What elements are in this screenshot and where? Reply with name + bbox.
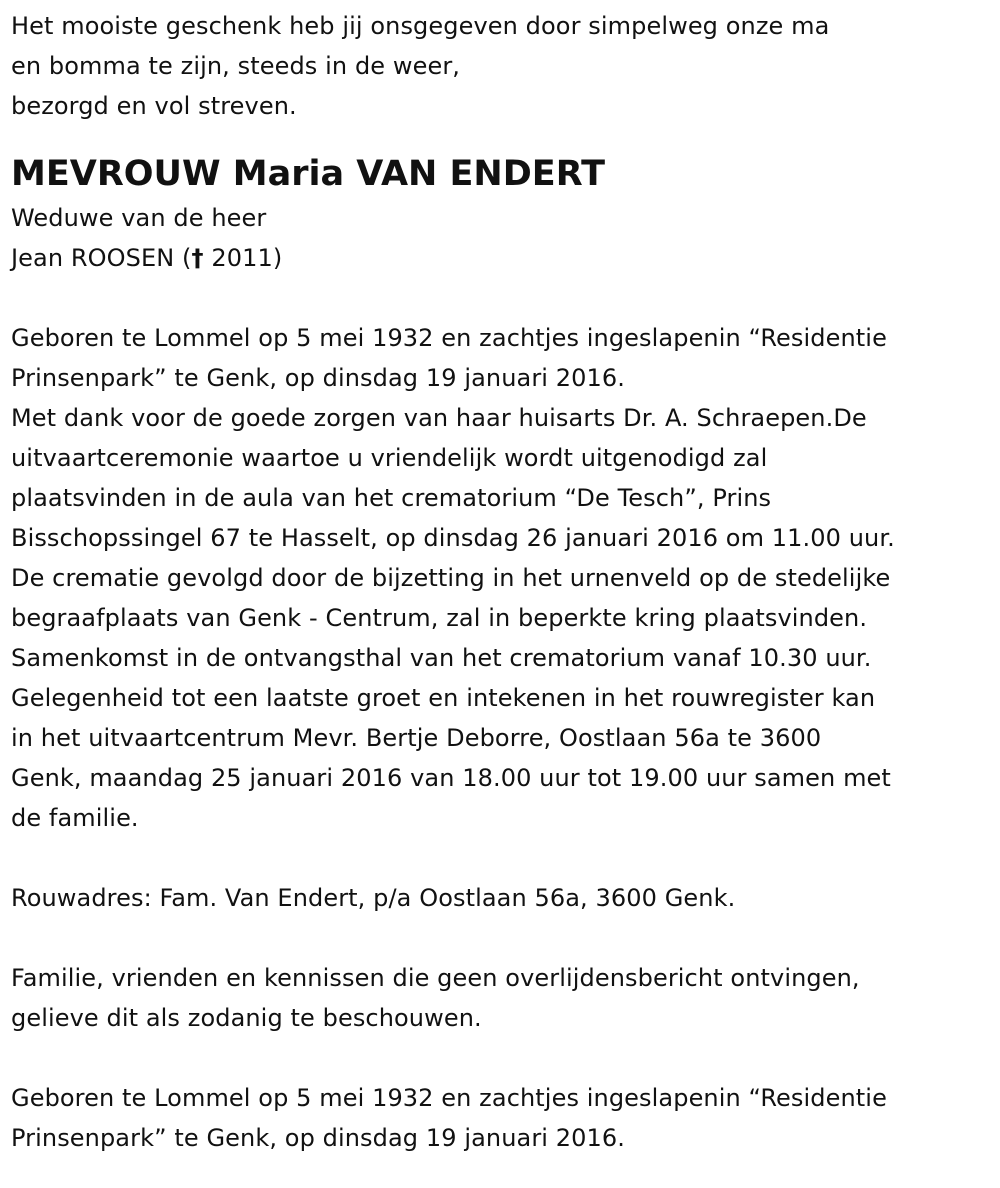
repeat-block [11,1078,996,1158]
widow-line: Weduwe van de heer [11,204,267,232]
mourning-address [11,878,996,918]
address-line: Rouwadres: Fam. Van Endert, p/a Oostlaan 56a, 3600 Genk. [11,884,736,912]
announcement-line: Geboren te Lommel op 5 mei 1932 en zachtjes ingeslapenin “Residentie [11,324,887,352]
announcement-line: Samenkomst in de ontvangsthal van het crematorium vanaf 10.30 uur. [11,644,872,672]
intro-line: Het mooiste geschenk heb jij onsgegeven door simpelweg onze ma [11,12,830,40]
repeat-line: Prinsenpark” te Genk, op dinsdag 19 januari 2016. [11,1124,625,1152]
intro-line: en bomma te zijn, steeds in de weer, [11,52,461,80]
announcement-line: de familie. [11,804,139,832]
announcement-line: Genk, maandag 25 januari 2016 van 18.00 uur tot 19.00 uur samen met [11,764,891,792]
deceased-header [11,150,996,278]
announcement-line: Gelegenheid tot een laatste groet en intekenen in het rouwregister kan [11,684,876,712]
intro-line: bezorgd en vol streven. [11,92,297,120]
announcement-line: plaatsvinden in de aula van het crematorium “De Tesch”, Prins [11,484,772,512]
deceased-name: MEVROUW Maria VAN ENDERT [11,154,605,194]
spouse-year: 2011) [203,244,283,272]
obituary-document [11,6,996,1158]
repeat-line: Geboren te Lommel op 5 mei 1932 en zachtjes ingeslapenin “Residentie [11,1084,887,1112]
spouse-line [11,238,996,278]
announcement-line: Bisschopssingel 67 te Hasselt, op dinsdag 26 januari 2016 om 11.00 uur. [11,524,895,552]
announcement-body [11,318,996,838]
announcement-line: De crematie gevolgd door de bijzetting in het urnenveld op de stedelijke [11,564,891,592]
notice-line: gelieve dit als zodanig te beschouwen. [11,1004,482,1032]
announcement-line: Met dank voor de goede zorgen van haar huisarts Dr. A. Schraepen.De [11,404,867,432]
notice-block [11,958,996,1038]
announcement-line: in het uitvaartcentrum Mevr. Bertje Deborre, Oostlaan 56a te 3600 [11,724,822,752]
announcement-line: begraafplaats van Genk - Centrum, zal in beperkte kring plaatsvinden. [11,604,868,632]
intro-poem [11,6,996,126]
announcement-line: uitvaartceremonie waartoe u vriendelijk wordt uitgenodigd zal [11,444,768,472]
spouse-name: Jean ROOSEN ( [11,244,192,272]
notice-line: Familie, vrienden en kennissen die geen overlijdensbericht ontvingen, [11,964,860,992]
announcement-line: Prinsenpark” te Genk, op dinsdag 19 januari 2016. [11,364,625,392]
cross-icon: † [191,244,204,272]
